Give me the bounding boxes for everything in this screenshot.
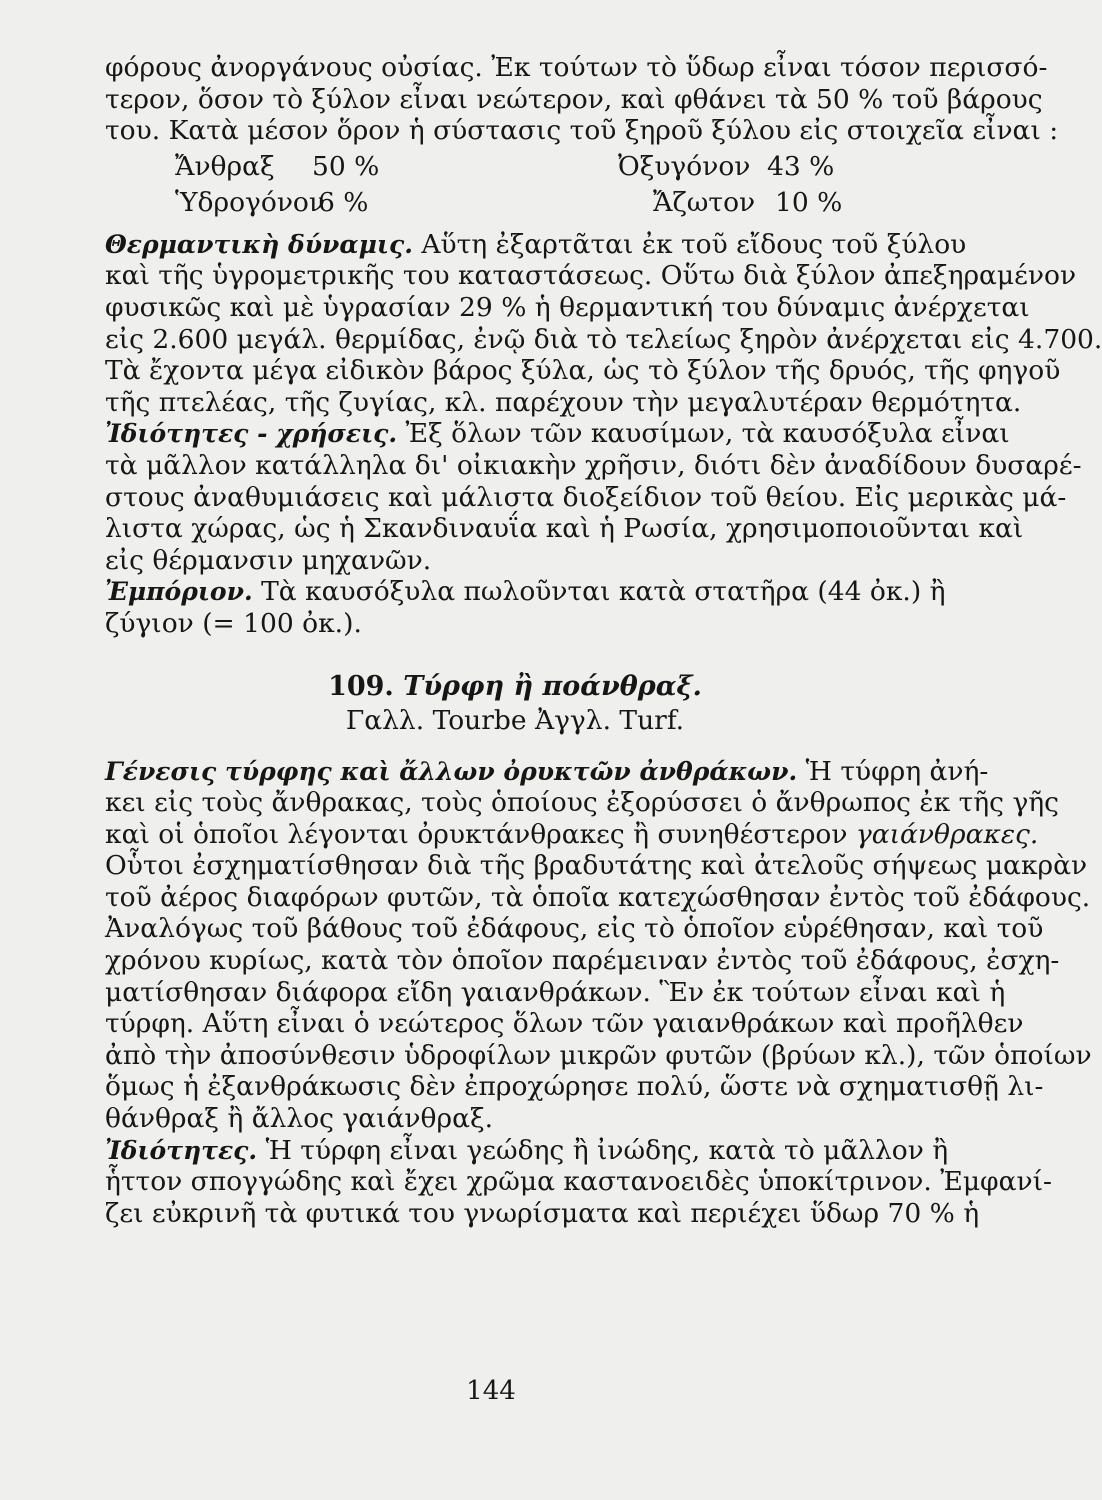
text-line: στους ἀναθυμιάσεις καὶ μάλιστα διοξείδιον τοῦ θείου. Εἰς μερικὰς μά- <box>105 481 1067 513</box>
text-line: Ἀναλόγως τοῦ βάθους τοῦ ἐδάφους, εἰς τὸ ὁποῖον εὑρέθησαν, καὶ τοῦ <box>105 913 1044 945</box>
text-line: ματίσθησαν διάφορα εἴδη γαιανθράκων. Ἓν ἐκ τούτων εἶναι καὶ ἡ <box>105 976 1006 1008</box>
composition-percent: 10 % <box>775 186 843 218</box>
section-number: 109. <box>328 670 394 702</box>
composition-percent: 6 % <box>318 186 369 218</box>
text-line: ζει εὐκρινῆ τὰ φυτικά του γνωρίσματα καὶ περιέχει ὕδωρ 70 % ἡ <box>105 1197 980 1229</box>
composition-element: Ὑδρογόνον <box>175 186 325 218</box>
text-line: τερον, ὅσον τὸ ξύλον εἶναι νεώτερον, καὶ φθάνει τὰ 50 % τοῦ βάρους <box>105 83 1043 115</box>
text-line: ἀπὸ τὴν ἀποσύνθεσιν ὑδροφίλων μικρῶν φυτῶν (βρύων κλ.), τῶν ὁποίων <box>105 1039 1092 1071</box>
page-number: 144 <box>466 1376 516 1406</box>
text-line: του. Κατὰ μέσον ὅρον ἡ σύστασις τοῦ ξηροῦ ξύλου εἰς στοιχεῖα εἶναι : <box>105 115 1059 147</box>
text-line: θάνθραξ ἢ ἄλλος γαιάνθραξ. <box>105 1103 493 1135</box>
text-line: ἧττον σπογγώδης καὶ ἔχει χρῶμα καστανοειδὲς ὑποκίτρινον. Ἐμφανί- <box>105 1166 1052 1198</box>
composition-element: Ἄζωτον <box>653 186 756 218</box>
text-run: καὶ οἱ ὁποῖοι λέγονται ὀρυκτάνθρακες ἢ συνηθέστερον <box>105 818 848 850</box>
text-line: εἰς θέρμανσιν μηχανῶν. <box>105 544 432 576</box>
section-subtitle: Γαλλ. Tourbe Ἀγγλ. Turf. <box>345 704 685 736</box>
text-line: καὶ τῆς ὑγρομετρικῆς του καταστάσεως. Οὕτω διὰ ξύλον ἀπεξηραμένον <box>105 260 1077 292</box>
heading-genesis: Γένεσις τύρφης καὶ ἄλλων ὀρυκτῶν ἀνθράκων. <box>105 756 798 786</box>
paragraph-properties-uses-first-line <box>105 418 1010 450</box>
text-run: Τὰ καυσόξυλα πωλοῦνται κατὰ στατῆρα (44 ὀκ.) ἢ <box>261 576 946 608</box>
composition-table <box>105 151 925 223</box>
text-line: τοῦ ἀέρος διαφόρων φυτῶν, τὰ ὁποῖα κατεχώσθησαν ἐντὸς τοῦ ἐδάφους. <box>105 881 1091 913</box>
paragraph-trade-first-line <box>105 576 946 608</box>
text-line: κει εἰς τοὺς ἄνθρακας, τοὺς ὁποίους ἐξορύσσει ὁ ἄνθρωπος ἐκ τῆς γῆς <box>105 787 1059 819</box>
composition-element: Ὀξυγόνον <box>618 150 751 182</box>
composition-percent: 43 % <box>767 150 835 182</box>
section-title <box>105 670 925 704</box>
composition-percent: 50 % <box>312 150 380 182</box>
heading-properties-uses: Ἰδιότητες - χρήσεις. <box>105 419 398 449</box>
text-line: τὰ μᾶλλον κατάλληλα δι' οἰκιακὴν χρῆσιν, διότι δὲν ἀναδίδουν δυσαρέ- <box>105 449 1082 481</box>
heading-thermal: Θερμαντικὴ δύναμις. <box>105 229 413 259</box>
text-run: Αὕτη ἐξαρτᾶται ἐκ τοῦ εἴδους τοῦ ξύλου <box>421 228 967 260</box>
text-line: φόρους ἀνοργάνους οὐσίας. Ἐκ τούτων τὸ ὕδωρ εἶναι τόσον περισσό- <box>105 52 1048 83</box>
section-title-text: Τύρφη ἢ ποάνθραξ. <box>403 670 702 702</box>
text-line: εἰς 2.600 μεγάλ. θερμίδας, ἐνῷ διὰ τὸ τελείως ξηρὸν ἀνέρχεται εἰς 4.700. <box>105 323 1102 355</box>
text-line: λιστα χώρας, ὡς ἡ Σκανδιναυΐα καὶ ἡ Ρωσία, χρησιμοποιοῦνται καὶ <box>105 513 1024 545</box>
italic-term: γαιάνθρακες. <box>855 818 1039 850</box>
body-text <box>105 52 1102 1229</box>
text-run: Ἐξ ὅλων τῶν καυσίμων, τὰ καυσόξυλα εἶναι <box>405 418 1010 450</box>
text-line <box>105 818 1039 851</box>
paragraph-thermal-first-line <box>105 228 967 261</box>
composition-element: Ἄνθραξ <box>175 150 275 182</box>
text-line: ζύγιον (= 100 ὀκ.). <box>105 607 362 639</box>
text-run: Ἡ τύφρη ἀνή- <box>805 755 989 787</box>
text-line: τῆς πτελέας, τῆς ζυγίας, κλ. παρέχουν τὴν μεγαλυτέραν θερμότητα. <box>105 386 1022 418</box>
heading-properties: Ἰδιότητες. <box>105 1135 258 1165</box>
paragraph-properties-first-line <box>105 1134 949 1167</box>
text-line: φυσικῶς καὶ μὲ ὑγρασίαν 29 % ἡ θερμαντική του δύναμις ἀνέρχεται <box>105 291 1030 323</box>
paragraph-genesis-first-line <box>105 755 989 788</box>
text-run: Ἡ τύρφη εἶναι γεώδης ἢ ἰνώδης, κατὰ τὸ μᾶλλον ἢ <box>265 1134 949 1166</box>
text-line: τύρφη. Αὕτη εἶναι ὁ νεώτερος ὅλων τῶν γαιανθράκων καὶ προῆλθεν <box>105 1008 1024 1040</box>
text-line: Τὰ ἔχοντα μέγα εἰδικὸν βάρος ξύλα, ὡς τὸ ξύλον τῆς δρυός, τῆς φηγοῦ <box>105 355 1061 387</box>
heading-trade: Ἐμπόριον. <box>105 577 253 607</box>
text-line: ὅμως ἡ ἐξανθράκωσις δὲν ἐπροχώρησε πολύ, ὥστε νὰ σχηματισθῇ λι- <box>105 1071 1044 1103</box>
text-line: χρόνου κυρίως, κατὰ τὸν ὁποῖον παρέμειναν ἐντὸς τοῦ ἐδάφους, ἐσχη- <box>105 945 1060 977</box>
text-line: Οὗτοι ἐσχηματίσθησαν διὰ τῆς βραδυτάτης καὶ ἀτελοῦς σήψεως μακρὰν <box>105 850 1088 882</box>
